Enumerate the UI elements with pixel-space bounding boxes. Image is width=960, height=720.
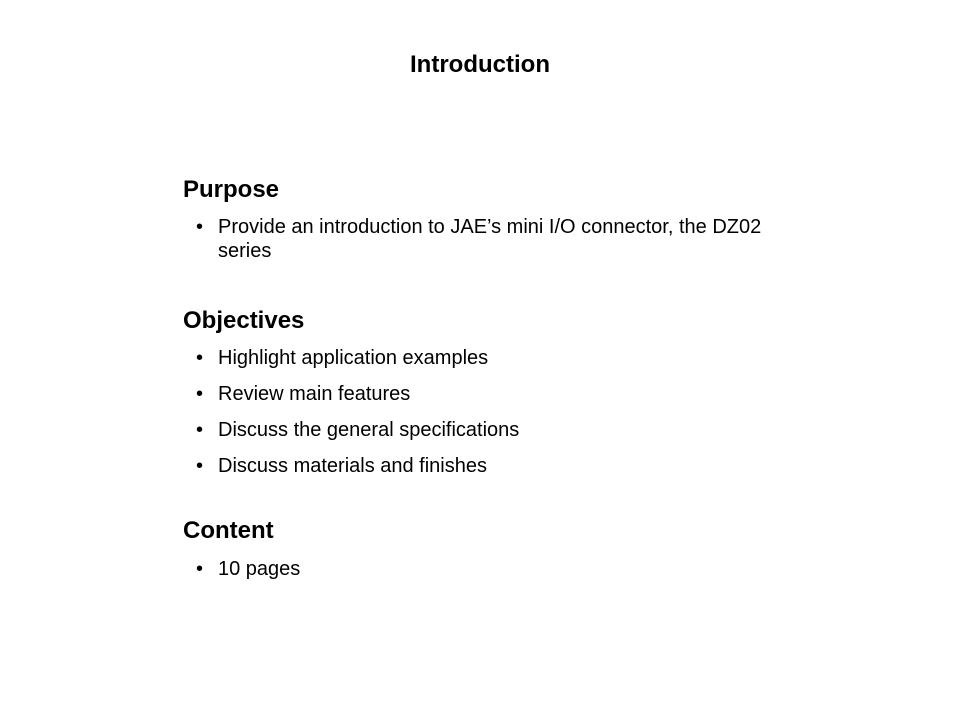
list-item: • Review main features xyxy=(196,382,796,406)
section-heading-purpose: Purpose xyxy=(183,176,280,203)
content-list xyxy=(196,557,796,593)
purpose-list xyxy=(196,215,776,275)
section-heading-objectives: Objectives xyxy=(183,307,305,334)
list-item: • Discuss materials and finishes xyxy=(196,454,796,478)
list-item: • Highlight application examples xyxy=(196,346,796,370)
objectives-list xyxy=(196,346,796,490)
list-item: • Provide an introduction to JAE’s mini I/O connector, the DZ02 series xyxy=(196,215,776,263)
list-item: • Discuss the general specifications xyxy=(196,418,796,442)
slide-title: Introduction xyxy=(410,51,550,78)
section-heading-content: Content xyxy=(183,517,274,544)
list-item: • 10 pages xyxy=(196,557,796,581)
